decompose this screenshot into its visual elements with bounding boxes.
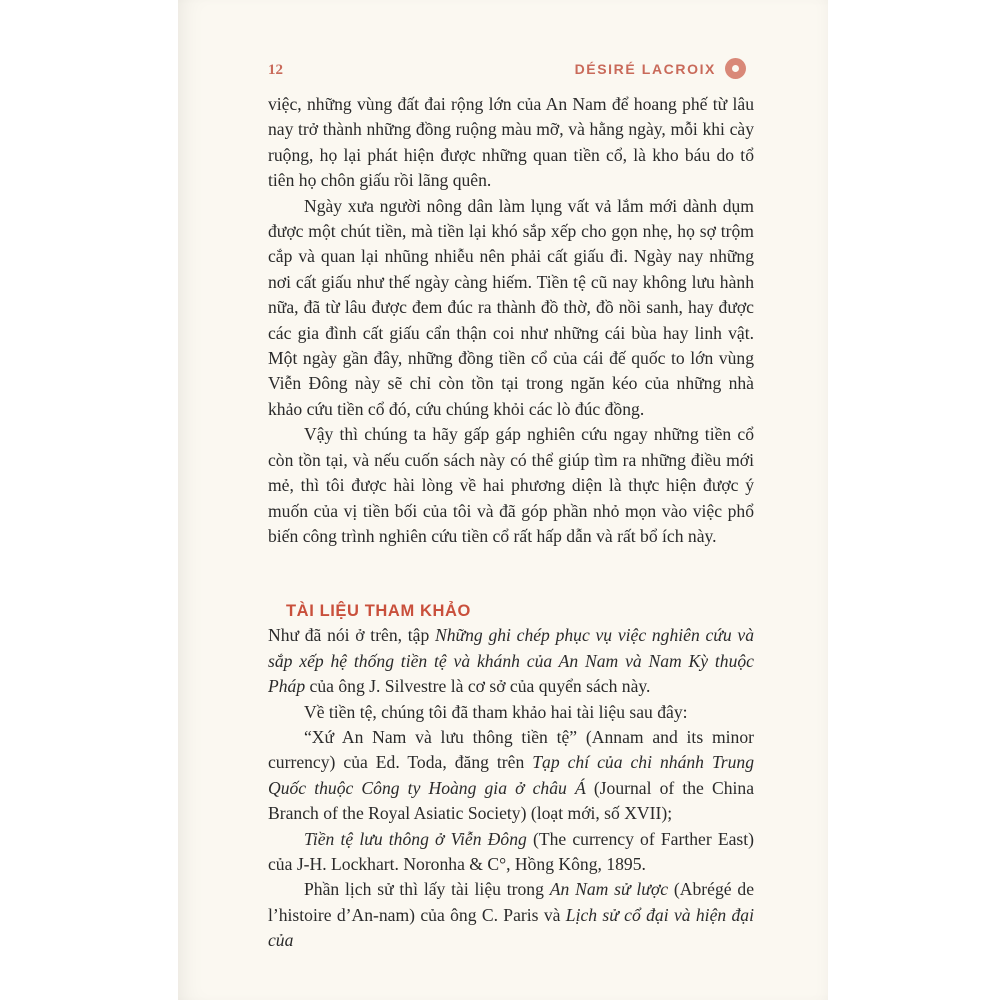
reference-lockhart: Tiền tệ lưu thông ở Viễn Đông (The currency of Farther East) của J-H. Lockhart. Noronha & C°, Hồng Kông, 1895.: [268, 828, 754, 874]
paragraph-conclusion: Vậy thì chúng ta hãy gấp gáp nghiên cứu ngay những tiền cổ còn tồn tại, và nếu cuốn sách này có thể giúp tìm ra những điều mới mẻ, thì tôi được hài lòng về hai phương diện là thực hiện được ý muốn của vị tiền bối của tôi và đã góp phần nhỏ mọn vào việc phổ biến công trình nghiên cứu tiền cổ rất hấp dẫn và rất bổ ích này.: [268, 424, 754, 546]
section-heading-references: TÀI LIỆU THAM KHẢO: [286, 602, 471, 621]
paragraph-continuation: việc, những vùng đất đai rộng lớn của An Nam để hoang phế từ lâu nay trở thành những đồng ruộng màu mỡ, và hằng ngày, mỗi khi cày ruộng, họ lại phát hiện được những quan tiền cổ, là kho báu do tổ tiên họ chôn giấu rồi lãng quên.: [268, 94, 754, 191]
paragraph-farmers: Ngày xưa người nông dân làm lụng vất vả lắm mới dành dụm được một chút tiền, mà tiền lại khó sắp xếp cho gọn nhẹ, họ sợ trộm cắp và quan lại nhũng nhiễu nên phải cất giấu đi. Ngày nay những nơi cất giấu như thế ngày càng hiếm. Tiền tệ cũ nay không lưu hành nữa, đã từ lâu được đem đúc ra thành đồ thờ, đồ nồi sanh, hay được các gia đình cất giấu cẩn thận coi như những cái bùa hay linh vật. Một ngày gần đây, những đồng tiền cổ của cái đế quốc to lớn vùng Viễn Đông này sẽ chỉ còn tồn tại trong ngăn kéo của những nhà khảo cứu tiền cổ đó, cứu chúng khỏi các lò đúc đồng.: [268, 195, 754, 419]
reference-toda: “Xứ An Nam và lưu thông tiền tệ” (Annam and its minor currency) của Ed. Toda, đăng trên Tạp chí của chi nhánh Trung Quốc thuộc Công ty Hoàng gia ở châu Á (Journal of the China Branch of the Royal Asiatic Society) (loạt mới, số XVII);: [268, 726, 755, 824]
running-head-author: DÉSIRÉ LACROIX: [574, 61, 716, 77]
page-header: [268, 60, 748, 82]
page-number: 12: [268, 62, 283, 78]
flower-ornament-icon: [725, 58, 746, 79]
paragraph-references-intro: Như đã nói ở trên, tập Những ghi chép phục vụ việc nghiên cứu và sắp xếp hệ thống tiền tệ và khánh của An Nam và Nam Kỳ thuộc Pháp của ông J. Silvestre là cơ sở của quyển sách này.: [268, 625, 754, 697]
page-body: [268, 92, 754, 954]
paragraph-history-sources: Phần lịch sử thì lấy tài liệu trong An Nam sử lược (Abrégé de l’histoire d’An-nam) của ông C. Paris và Lịch sử cổ đại và hiện đại của: [268, 879, 754, 951]
paragraph-currency-sources: Về tiền tệ, chúng tôi đã tham khảo hai tài liệu sau đây:: [304, 701, 688, 722]
